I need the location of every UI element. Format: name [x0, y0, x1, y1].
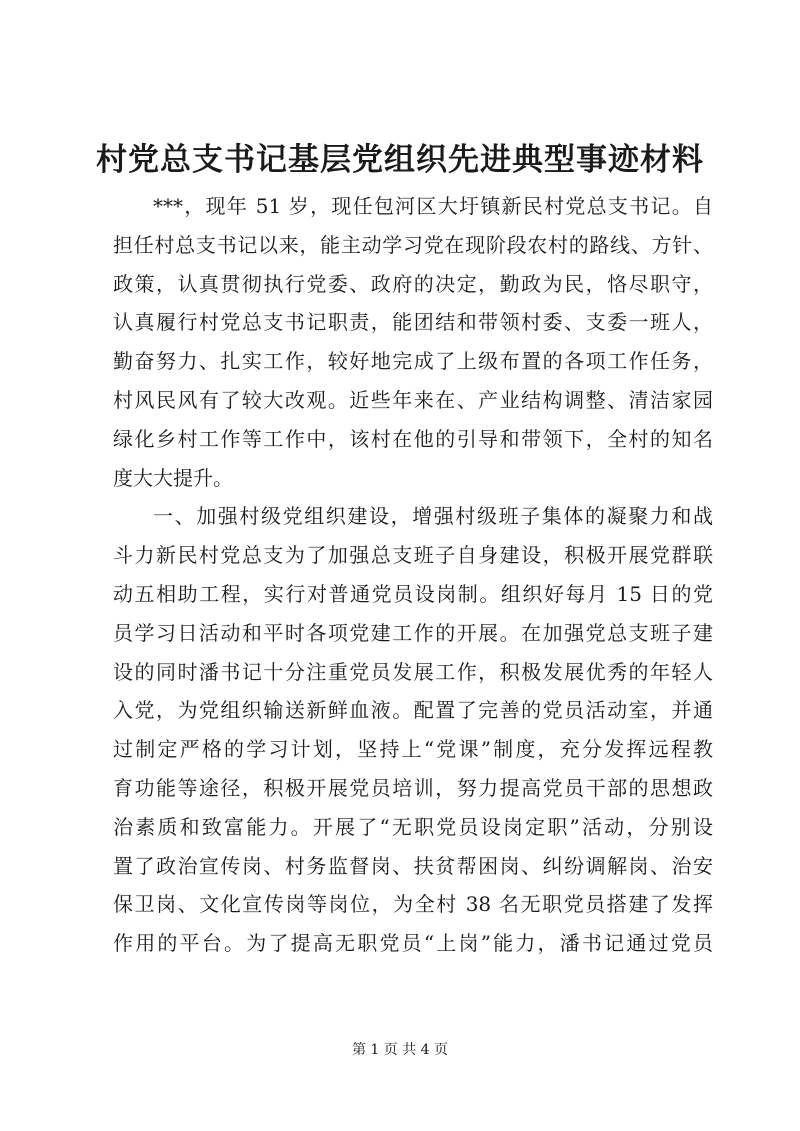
- text-line: 动五相助工程，实行对普通党员设岗制。组织好每月 15 日的党: [113, 581, 713, 606]
- text-line: 政策，认真贯彻执行党委、政府的决定，勤政为民，恪尽职守，: [113, 271, 713, 296]
- text-line: 治素质和致富能力。开展了“无职党员设岗定职”活动，分别设: [113, 814, 713, 839]
- text-line: 过制定严格的学习计划，坚持上“党课”制度，充分发挥远程教: [113, 737, 713, 762]
- text-line: 置了政治宣传岗、村务监督岗、扶贫帮困岗、纠纷调解岗、治安: [113, 853, 713, 878]
- document-title: 村党总支书记基层党组织先进典型事迹材料: [96, 142, 704, 178]
- text-line: 绿化乡村工作等工作中，该村在他的引导和带领下，全村的知名: [113, 426, 713, 451]
- text-line: 担任村总支书记以来，能主动学习党在现阶段农村的路线、方针、: [113, 232, 713, 257]
- text-line: 勤奋努力、扎实工作，较好地完成了上级布置的各项工作任务，: [113, 349, 713, 374]
- text-line: 保卫岗、文化宣传岗等岗位，为全村 38 名无职党员搭建了发挥: [113, 892, 713, 917]
- text-line: ***，现年 51 岁，现任包河区大圩镇新民村党总支书记。自: [153, 194, 713, 218]
- text-line: 一、加强村级党组织建设，增强村级班子集体的凝聚力和战: [153, 504, 713, 529]
- document-body: [113, 187, 713, 963]
- text-line: 育功能等途径，积极开展党员培训，努力提高党员干部的思想政: [113, 775, 713, 800]
- page-footer: 第 1 页 共 4 页: [351, 1042, 449, 1058]
- text-line: 入党，为党组织输送新鲜血液。配置了完善的党员活动室，并通: [113, 698, 713, 723]
- text-line: 度大大提升。: [113, 465, 233, 490]
- text-line: 斗力新民村党总支为了加强总支班子自身建设，积极开展党群联: [113, 543, 713, 568]
- text-line: 认真履行村党总支书记职责，能团结和带领村委、支委一班人，: [113, 310, 713, 335]
- text-line: 设的同时潘书记十分注重党员发展工作，积极发展优秀的年轻人: [113, 659, 713, 684]
- text-line: 作用的平台。为了提高无职党员“上岗”能力，潘书记通过党员: [113, 931, 713, 956]
- text-line: 员学习日活动和平时各项党建工作的开展。在加强党总支班子建: [113, 620, 713, 645]
- text-line: 村风民风有了较大改观。近些年来在、产业结构调整、清洁家园: [113, 387, 713, 412]
